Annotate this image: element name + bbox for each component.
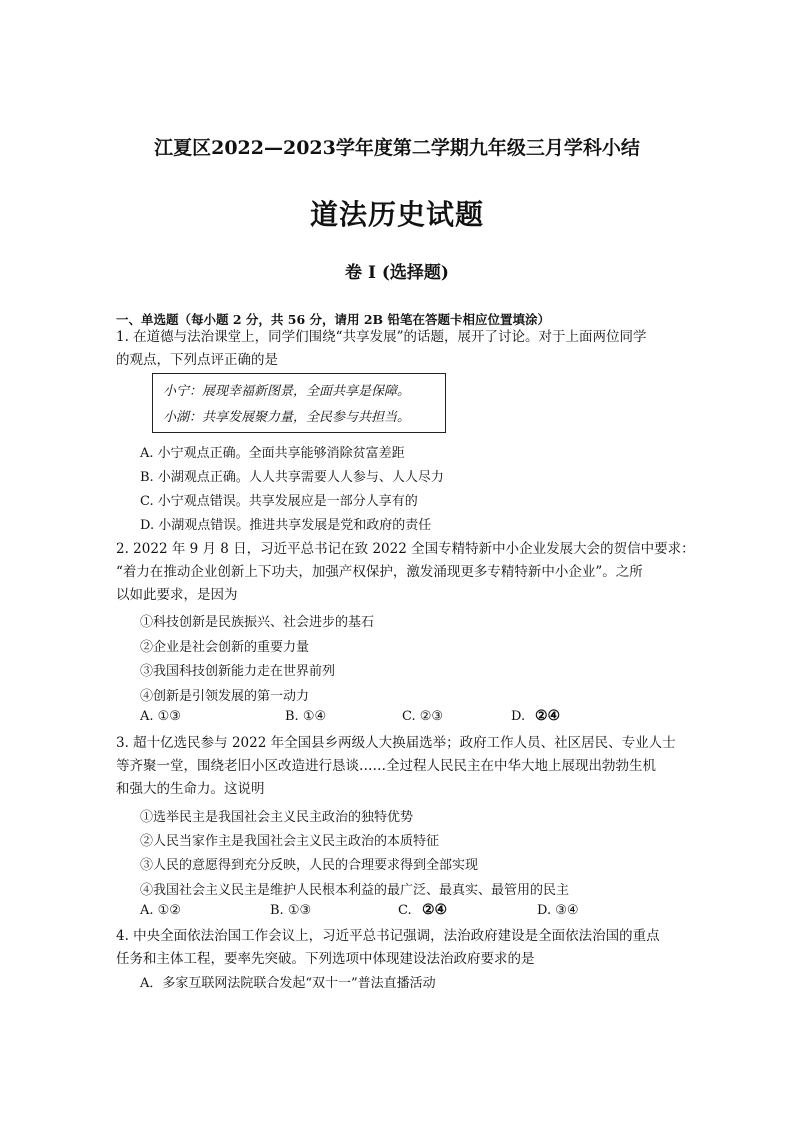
q2-item-2: ②企业是社会创新的重要力量 [140, 640, 310, 655]
q4-stem-line2: 任务和主体工程，要率先突破。下列选项中体现建设法治政府要求的是 [116, 951, 535, 967]
q2-item-3: ③我国科技创新能力走在世界前列 [140, 664, 336, 679]
q2-choice-c: C. ②③ [402, 709, 444, 724]
q1-option-b: B. 小湖观点正确。人人共享需要人人参与、人人尽力 [140, 470, 444, 485]
q1-quote-xiaohu: 小湖：共享发展聚力量，全民参与共担当。 [163, 410, 411, 425]
q2-choice-d-answer: ②④ [535, 708, 561, 724]
q2-item-1: ①科技创新是民族振兴、社会进步的基石 [140, 615, 375, 630]
q2-stem-line1: 2. 2022 年 9 月 8 日，习近平总书记在致 2022 全国专精特新中小企业发展大会的贺信中要求： [116, 541, 695, 557]
q3-item-1: ①选举民主是我国社会主义民主政治的独特优势 [140, 810, 414, 825]
q3-item-3: ③人民的意愿得到充分反映，人民的合理要求得到全部实现 [140, 858, 479, 873]
q3-choice-c-label: C. [398, 903, 412, 918]
q4-stem-line1: 4. 中央全面依法治国工作会议上，习近平总书记强调，法治政府建设是全面依法治国的重点 [116, 928, 660, 944]
q2-choice-b: B. ①④ [285, 709, 327, 724]
part-title: 卷 I (选择题) [345, 263, 449, 283]
q1-option-d: D. 小湖观点错误。推进共享发展是党和政府的责任 [140, 518, 432, 533]
q1-quote-xiaoning: 小宁：展现幸福新图景，全面共享是保障。 [163, 384, 411, 399]
q1-stem-line1: 1. 在道德与法治课堂上，同学们围绕“共享发展”的话题，展开了讨论。对于上面两位同学 [116, 329, 647, 345]
q1-option-a: A. 小宁观点正确。全面共享能够消除贫富差距 [140, 446, 405, 461]
q3-choice-a: A. ①② [140, 903, 181, 918]
q2-choice-d-label: D. [511, 709, 526, 724]
q3-choice-c-answer: ②④ [422, 902, 448, 918]
q1-option-c: C. 小宁观点错误。共享发展应是一部分人享有的 [140, 494, 418, 509]
q3-stem-line2: 等齐聚一堂，围绕老旧小区改造进行恳谈……全过程人民民主在中华大地上展现出勃勃生机 [116, 758, 656, 774]
q2-choice-a: A. ①③ [140, 709, 181, 724]
q4-option-a: A．多家互联网法院联合发起“双十一”普法直播活动 [140, 976, 436, 991]
exam-title: 江夏区2022—2023学年度第二学期九年级三月学科小结 [154, 137, 640, 159]
q3-choice-b: B. ①③ [270, 903, 312, 918]
section-heading: 一、单选题（每小题 2 分，共 56 分，请用 2B 铅笔在答题卡相应位置填涂） [116, 312, 550, 327]
subject-title: 道法历史试题 [309, 198, 484, 231]
q2-item-4: ④创新是引领发展的第一动力 [140, 689, 310, 704]
q3-stem-line1: 3. 超十亿选民参与 2022 年全国县乡两级人大换届选举；政府工作人员、社区居民、专业人士 [116, 735, 676, 751]
q2-stem-line2: “着力在推动企业创新上下功夫，加强产权保护，激发涌现更多专精特新中小企业”。之所 [116, 564, 643, 580]
q3-item-4: ④我国社会主义民主是维护人民根本利益的最广泛、最真实、最管用的民主 [140, 883, 570, 898]
q3-stem-line3: 和强大的生命力。这说明 [116, 781, 265, 797]
q3-item-2: ②人民当家作主是我国社会主义民主政治的本质特征 [140, 834, 440, 849]
q2-stem-line3: 以如此要求，是因为 [116, 587, 238, 603]
q1-stem-line2: 的观点，下列点评正确的是 [116, 352, 278, 368]
q3-choice-d: D. ③④ [537, 903, 579, 918]
q1-quote-box [152, 373, 446, 433]
